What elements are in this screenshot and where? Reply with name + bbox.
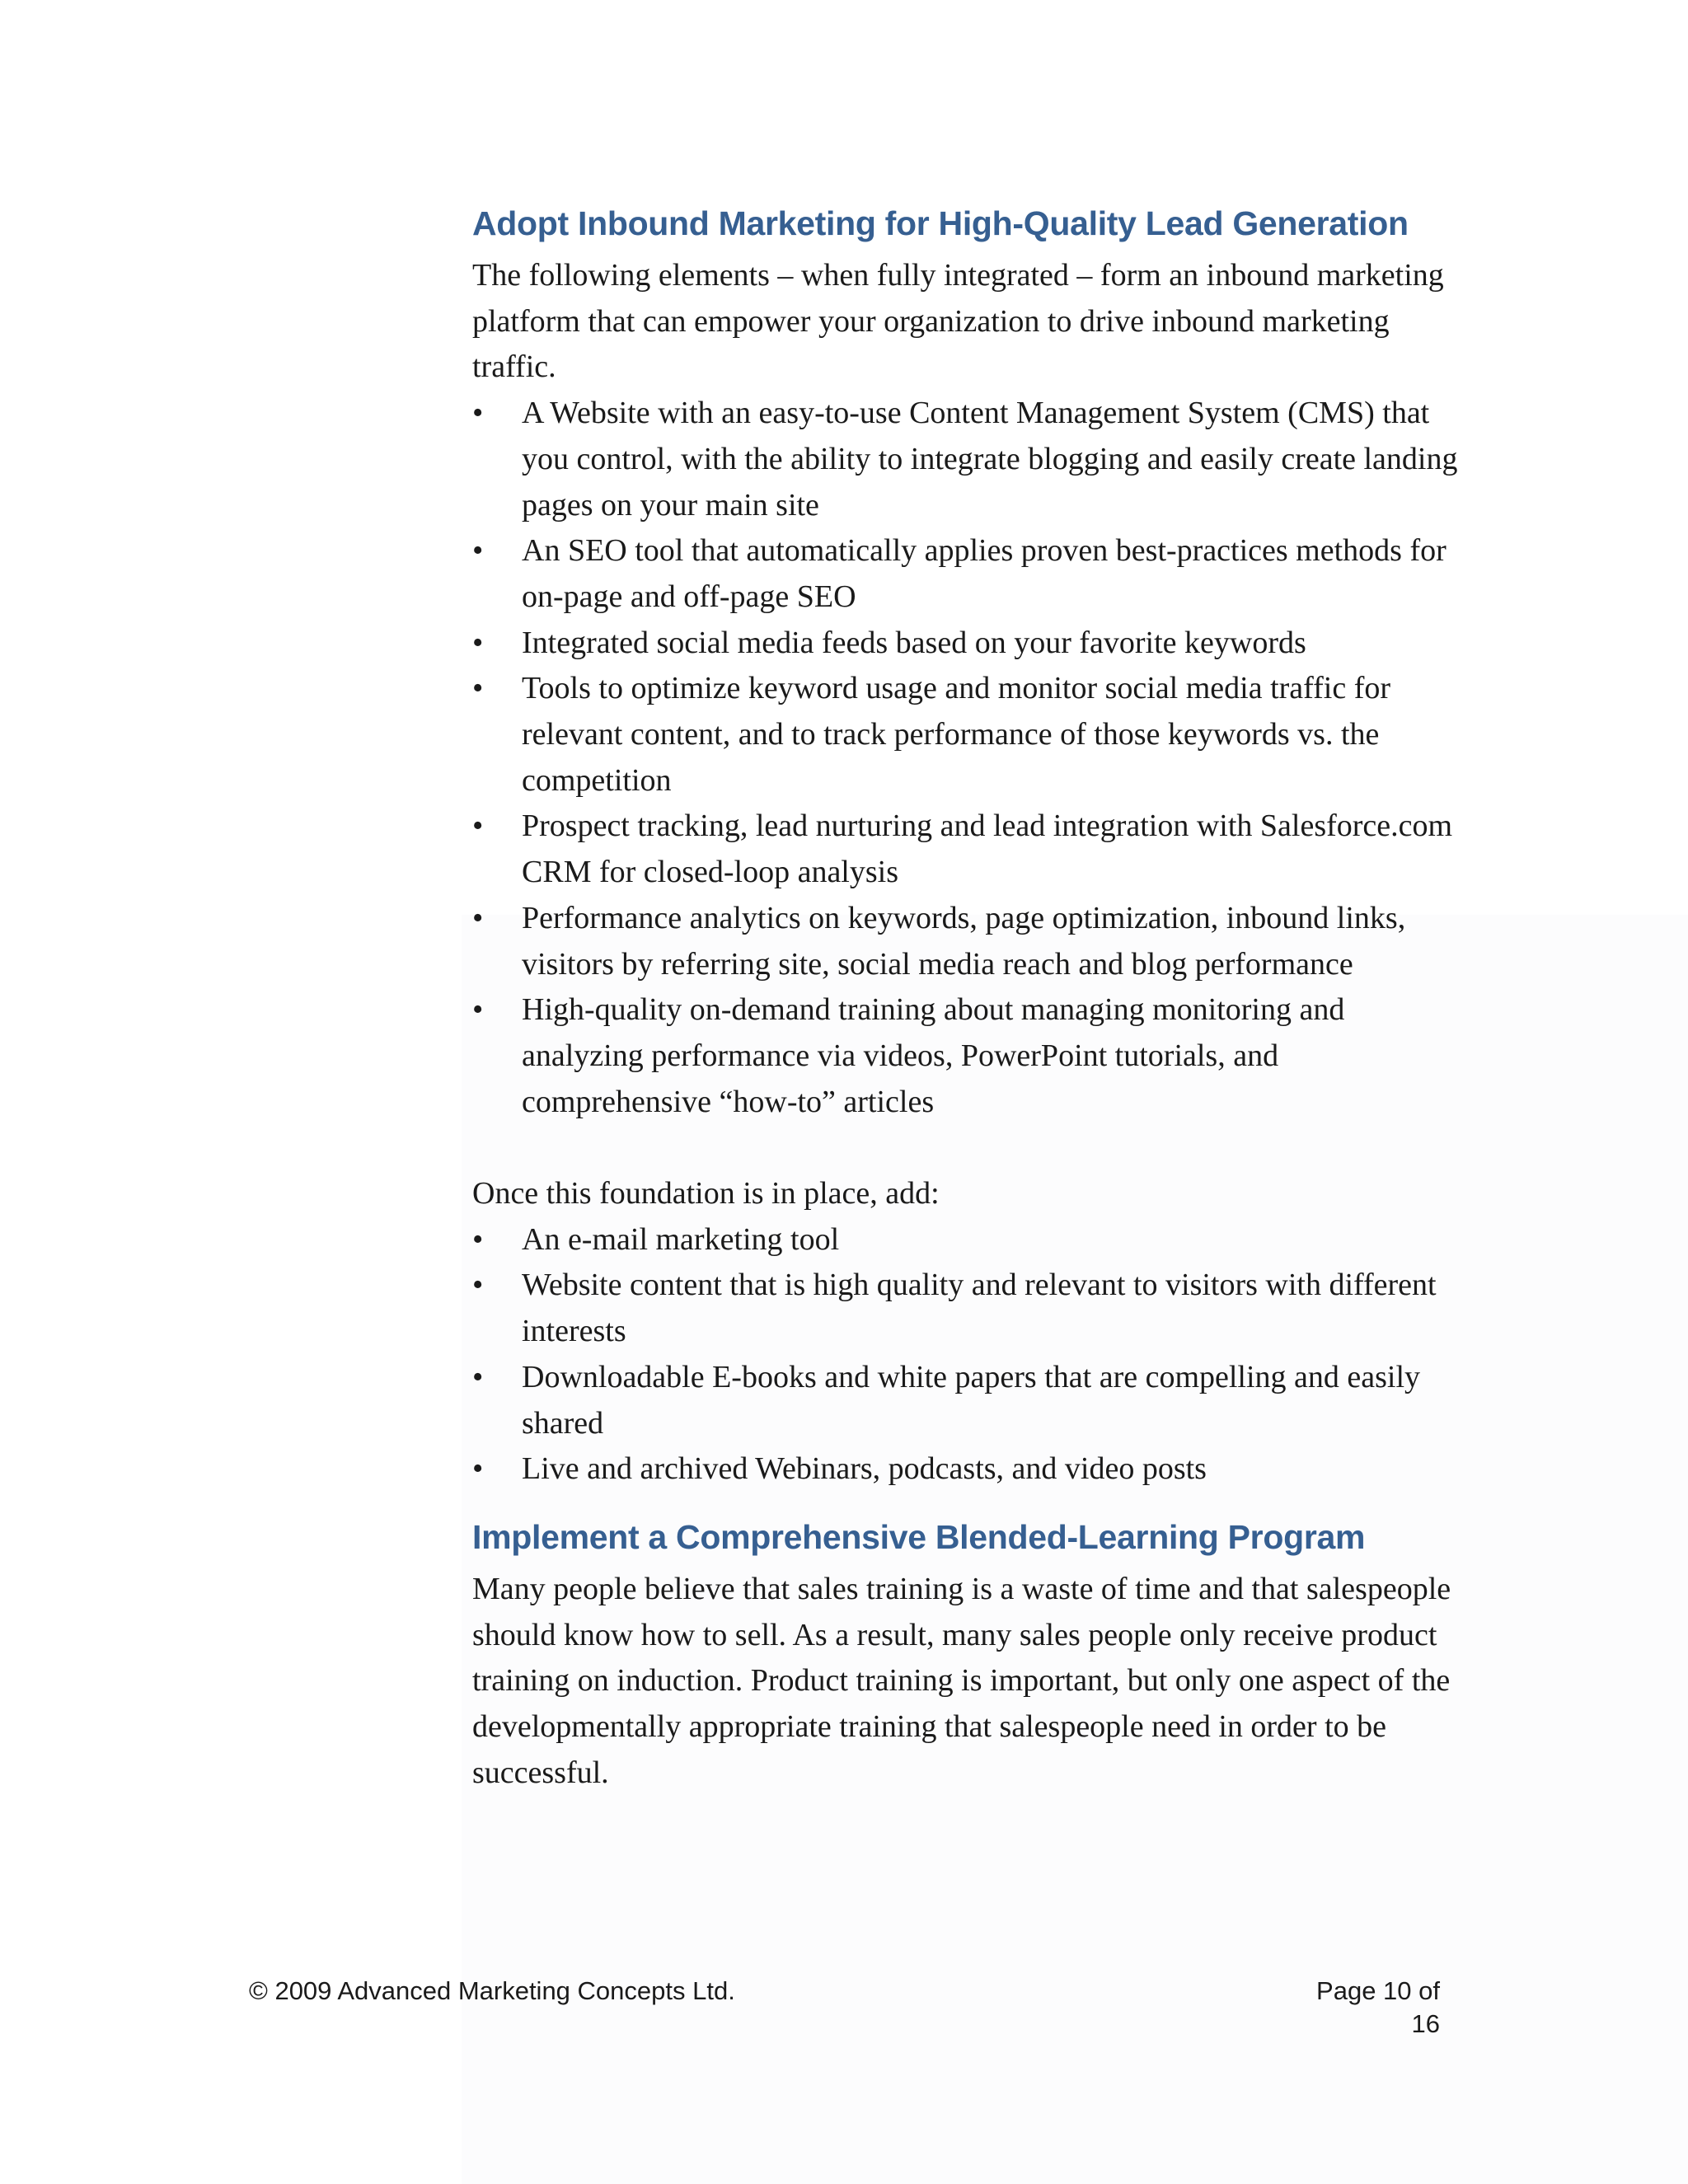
bullet-icon: • xyxy=(472,992,484,1028)
section-intro-paragraph: The following elements – when fully integrated – form an inbound marketing platform that can empower your organization to drive inbound marketing traffic. xyxy=(472,258,1444,385)
bullet-icon: • xyxy=(472,900,484,935)
list-item xyxy=(472,1263,1461,1354)
bullet-icon: • xyxy=(472,533,484,569)
list-item-text: Live and archived Webinars, podcasts, and video posts xyxy=(522,1451,1207,1487)
list-item xyxy=(472,391,1461,528)
bullet-icon: • xyxy=(472,396,484,431)
bullet-icon: • xyxy=(472,808,484,844)
list-item xyxy=(472,896,1461,987)
list-item-text: High-quality on-demand training about managing monitoring and analyzing performance via videos, PowerPoint tutorials, and comprehensive “how-to” articles xyxy=(522,992,1345,1119)
list-item-text: An e-mail marketing tool xyxy=(522,1221,840,1257)
bullet-icon: • xyxy=(472,1451,484,1487)
section-heading-blended-learning: Implement a Comprehensive Blended-Learning Program xyxy=(472,1517,1366,1556)
list-item-text: Downloadable E-books and white papers that are compelling and easily shared xyxy=(522,1359,1421,1441)
list-item xyxy=(472,987,1461,1125)
list-item xyxy=(472,804,1461,895)
list-item-text: Prospect tracking, lead nurturing and lead integration with Salesforce.com CRM for closed-loop analysis xyxy=(522,808,1453,890)
list-item xyxy=(472,1217,1461,1263)
list-item xyxy=(472,1446,1461,1493)
list-item xyxy=(472,621,1461,667)
list-item-text: A Website with an easy-to-use Content Management System (CMS) that you control, with the ability to integrate blogging and easily create landing pages on your main site xyxy=(522,396,1458,523)
bullet-icon: • xyxy=(472,1359,484,1394)
bullet-icon: • xyxy=(472,1221,484,1257)
section-2 xyxy=(472,1507,1461,1797)
list-item xyxy=(472,528,1461,620)
inbound-elements-list xyxy=(472,391,1461,1125)
list-item-text: Tools to optimize keyword usage and monitor social media traffic for relevant content, and to track performance of those keywords vs. the competition xyxy=(522,671,1391,798)
section-body-paragraph: Many people believe that sales training is a waste of time and that salespeople should know how to sell. As a result, many sales people only receive product training on induction. Product training is important, but only one aspect of the developmentally appropriate training that salespeople need in order to be successful. xyxy=(472,1571,1451,1790)
list-item-text: Integrated social media feeds based on your favorite keywords xyxy=(522,625,1306,660)
document-body xyxy=(472,194,1461,1796)
paragraph-spacer xyxy=(472,1125,1461,1171)
followup-list xyxy=(472,1217,1461,1493)
bullet-icon: • xyxy=(472,625,484,660)
bullet-icon: • xyxy=(472,1268,484,1303)
footer-copyright: © 2009 Advanced Marketing Concepts Ltd. xyxy=(249,1976,735,2005)
bullet-icon: • xyxy=(472,671,484,706)
list-item-text: Performance analytics on keywords, page optimization, inbound links, visitors by referring site, social media reach and blog performance xyxy=(522,900,1406,982)
list-item-text: Website content that is high quality and relevant to visitors with different interests xyxy=(522,1268,1437,1349)
footer-page-number: Page 10 of 16 xyxy=(1316,1976,1440,2038)
list-item xyxy=(472,1355,1461,1446)
list-item xyxy=(472,666,1461,804)
list-item-text: An SEO tool that automatically applies proven best-practices methods for on-page and off-page SEO xyxy=(522,533,1447,614)
followup-intro-paragraph: Once this foundation is in place, add: xyxy=(472,1176,940,1212)
section-heading-inbound-marketing: Adopt Inbound Marketing for High-Quality Lead Generation xyxy=(472,204,1409,242)
